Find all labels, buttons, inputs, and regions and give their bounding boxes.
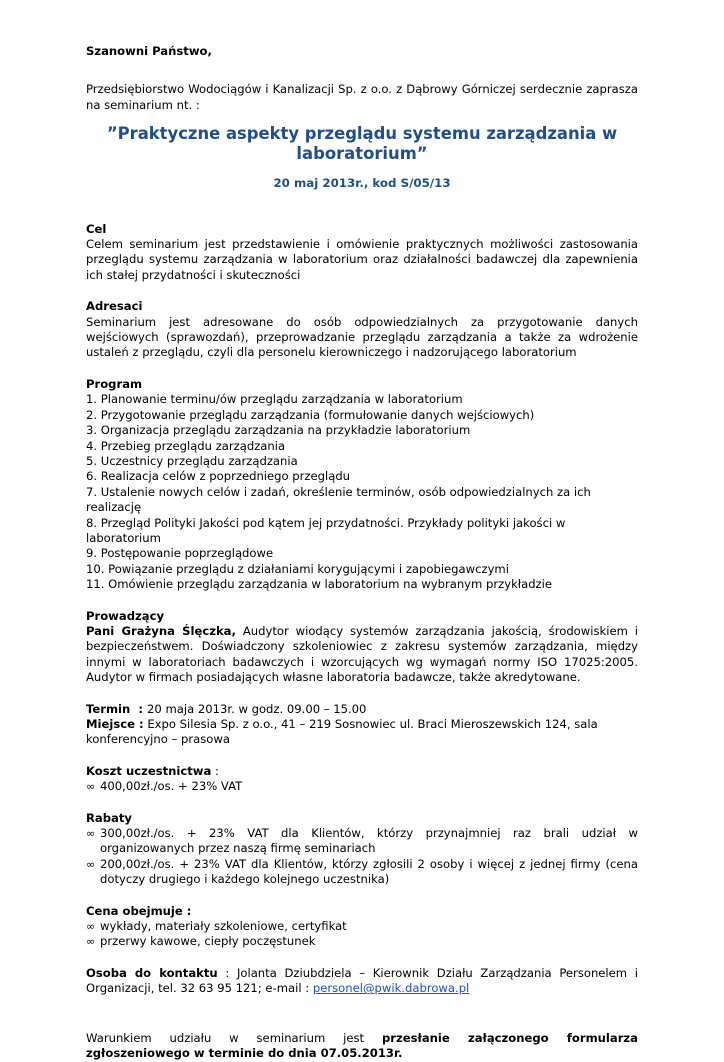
program-item: 8. Przegląd Polityki Jakości pod kątem jej przydatności. Przykłady polityki jakości w laboratorium [86, 515, 566, 545]
warunki-text: Warunkiem udziału w seminarium jest [86, 1030, 382, 1045]
cena-list [86, 919, 638, 950]
infinity-bullet-icon: ∞ [86, 935, 96, 949]
seminar-title: ”Praktyczne aspekty przeglądu systemu zarządzania w laboratorium” [106, 124, 618, 164]
section-prowadzacy [86, 609, 638, 686]
section-cena [86, 904, 638, 950]
miejsce-label: Miejsce : [86, 717, 144, 731]
miejsce-line [86, 717, 638, 748]
seminar-date-code: 20 maj 2013r., kod S/05/13 [273, 176, 451, 191]
section-termin-miejsce [86, 702, 638, 748]
cel-text: Celem seminarium jest przedstawienie i omówienie praktycznych możliwości zastosowania przeglądu systemu zarządzania w laboratorium oraz działalności badawczej dla zapewnienia ich stałej przydatności i skuteczności [86, 237, 638, 282]
cena-heading: Cena obejmuje : [86, 903, 192, 918]
termin-line [86, 702, 638, 717]
program-item: 5. Uczestnicy przeglądu zarządzania [86, 453, 298, 468]
koszt-heading-line [86, 764, 638, 779]
kontakt-text: : Jolanta Dziubdziela – Kierownik Działu Zarządzania Personelem i Organizacji, tel. 32 63 95 121; e-mail : [86, 965, 638, 996]
section-warunki [86, 1031, 638, 1062]
kontakt-line [86, 966, 638, 997]
rabat-item-text: 300,00zł./os. + 23% VAT dla Klientów, którzy przynajmniej raz brali udział w organizowanych przez naszą firmę seminariach [100, 826, 638, 856]
termin-label: Termin [86, 701, 131, 716]
instructor-bio: Audytor wiodący systemów zarządzania jakością, środowiskiem i bezpieczeństwem. Doświadczony szkoleniowiec z zakresu systemów zarządzania, między innymi w laboratoriach badawczych i wzorcujących wg wymagań normy ISO 17025:2005. Audytor w firmach posiadających własne laboratoria badawcze, także akredytowane. [86, 623, 638, 685]
cel-heading: Cel [86, 221, 107, 236]
warunki-bold: przesłanie załączonego formularza zgłoszeniowego w terminie do dnia 07.05.2013r. [86, 1030, 638, 1061]
list-item [86, 919, 638, 934]
program-item: 11. Omówienie przeglądu zarządzania w laboratorium na wybranym przykładzie [86, 577, 552, 592]
intro-paragraph: Przedsiębiorstwo Wodociągów i Kanalizacji Sp. z o.o. z Dąbrowy Górniczej serdecznie zaprasza na seminarium nt. : [86, 82, 638, 112]
cena-item-text: przerwy kawowe, ciepły poczęstunek [100, 934, 316, 949]
program-item: 1. Planowanie terminu/ów przeglądu zarządzania w laboratorium [86, 392, 463, 407]
section-cel [86, 222, 638, 284]
infinity-bullet-icon: ∞ [86, 857, 96, 871]
program-item: 10. Powiązanie przeglądu z działaniami korygującymi i zapobiegawczymi [86, 561, 509, 576]
rabat-item-text: 200,00zł./os. + 23% VAT dla Klientów, którzy zgłosili 2 osoby i więcej z jednej firmy (cena dotyczy drugiego i każdego kolejnego uczestnika) [100, 856, 638, 887]
infinity-bullet-icon: ∞ [86, 920, 96, 934]
miejsce-value: Expo Silesia Sp. z o.o., 41 – 219 Sosnowiec ul. Braci Mieroszewskich 124, sala konferencyjno – prasowa [86, 717, 598, 747]
greeting: Szanowni Państwo, [86, 44, 212, 58]
program-item: 2. Przygotowanie przeglądu zarządzania (formułowanie danych wejściowych) [86, 407, 535, 422]
kontakt-label: Osoba do kontaktu [86, 965, 218, 980]
koszt-colon: : [211, 763, 219, 778]
adresaci-heading: Adresaci [86, 299, 143, 314]
section-adresaci [86, 299, 638, 361]
infinity-bullet-icon: ∞ [86, 827, 96, 841]
termin-value: 20 maja 2013r. w godz. 09.00 – 15.00 [147, 701, 367, 716]
program-item: 6. Realizacja celów z poprzedniego przeglądu [86, 469, 351, 484]
program-item: 3. Organizacja przeglądu zarządzania na przykładzie laboratorium [86, 423, 471, 438]
contact-email-link[interactable]: personel@pwik.dabrowa.pl [312, 981, 470, 996]
rabaty-heading: Rabaty [86, 810, 132, 825]
section-rabaty [86, 811, 638, 888]
program-heading: Program [86, 376, 143, 391]
cena-item-text: wykłady, materiały szkoleniowe, certyfikat [100, 919, 347, 934]
section-program [86, 377, 638, 593]
rabaty-list [86, 826, 638, 888]
list-item [86, 934, 638, 949]
koszt-item-text: 400,00zł./os. + 23% VAT [100, 779, 243, 794]
section-koszt [86, 764, 638, 795]
program-item: 9. Postępowanie poprzeglądowe [86, 546, 274, 561]
list-item [86, 826, 638, 857]
koszt-heading: Koszt uczestnictwa [86, 763, 212, 778]
document-page [86, 44, 638, 1062]
program-item: 7. Ustalenie nowych celów i zadań, określenie terminów, osób odpowiedzialnych za ich realizację [86, 484, 591, 515]
koszt-list [86, 779, 638, 794]
section-kontakt [86, 966, 638, 997]
program-item: 4. Przebieg przeglądu zarządzania [86, 438, 286, 453]
instructor-name: Pani Grażyna Ślęczka, [86, 623, 236, 638]
prowadzacy-heading: Prowadzący [86, 608, 165, 623]
program-list [86, 392, 638, 592]
warunki-line [86, 1031, 638, 1062]
termin-sep: : [130, 701, 148, 716]
list-item [86, 779, 638, 794]
infinity-bullet-icon: ∞ [86, 780, 96, 794]
adresaci-text: Seminarium jest adresowane do osób odpowiedzialnych za przygotowanie danych wejściowych (sprawozdań), przeprowadzanie przeglądu zarządzania a także za wdrożenie ustaleń z przeglądu, czyli dla personelu kierowniczego i nadzorującego laboratorium [86, 314, 638, 360]
prowadzacy-text [86, 624, 638, 686]
list-item [86, 857, 638, 888]
